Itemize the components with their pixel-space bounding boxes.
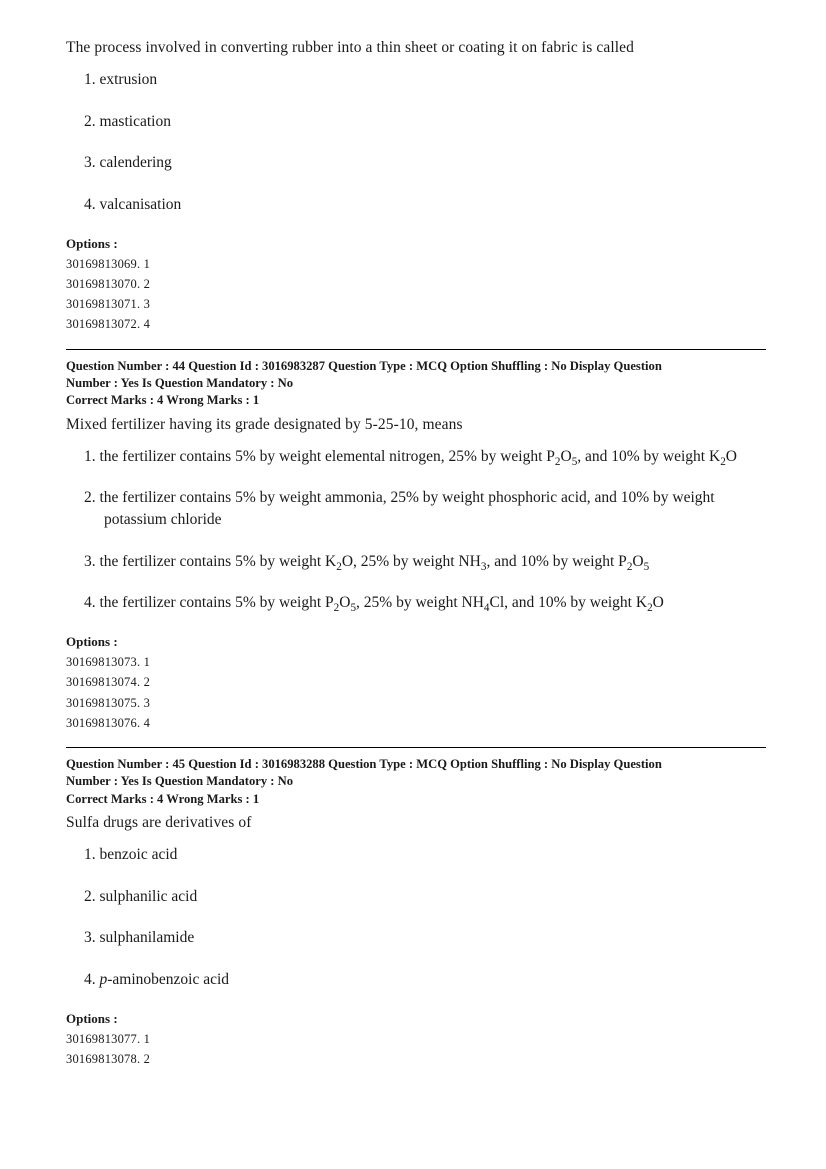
option-id: 30169813075. 3 [66, 695, 151, 710]
option-id: 30169813069. 1 [66, 256, 151, 271]
answer-choice-list [66, 844, 766, 991]
question-block [66, 756, 766, 1069]
option-id: 30169813070. 2 [66, 276, 151, 291]
answer-choice[interactable]: 4. p-aminobenzoic acid [84, 971, 230, 989]
answer-choice[interactable]: 2. sulphanilic acid [84, 887, 198, 905]
option-id: 30169813076. 4 [66, 715, 151, 730]
answer-choice[interactable]: 4. the fertilizer contains 5% by weight $P_2O_5$, 25% by weight $NH_4Cl$, and 10% by weight $K_2O$ [84, 594, 664, 615]
answer-choice[interactable]: 1. the fertilizer contains 5% by weight elemental nitrogen, 25% by weight $P_2O_5$, and 10% by weight $K_2O$ [84, 447, 737, 468]
question-stem: The process involved in converting rubber into a thin sheet or coating it on fabric is called [66, 39, 634, 56]
option-id: 30169813078. 2 [66, 1052, 151, 1067]
option-id: 30169813074. 2 [66, 675, 151, 690]
question-marks-line: Correct Marks : 4 Wrong Marks : 1 [66, 791, 260, 806]
question-meta-line: Question Number : 44 Question Id : 3016983287 Question Type : MCQ Option Shuffling : No Display Question [66, 358, 662, 373]
question-meta-line: Number : Yes Is Question Mandatory : No [66, 376, 294, 391]
answer-choice[interactable]: 2. mastication [84, 112, 171, 130]
question-block [66, 358, 766, 733]
question-marks-line: Correct Marks : 4 Wrong Marks : 1 [66, 393, 260, 408]
question-stem: Sulfa drugs are derivatives of [66, 814, 252, 832]
section-divider [66, 349, 766, 350]
answer-choice[interactable]: 3. sulphanilamide [84, 929, 195, 947]
option-id: 30169813072. 4 [66, 317, 151, 332]
answer-choice[interactable]: 3. the fertilizer contains 5% by weight $K_2O$, 25% by weight $NH_3$, and 10% by weight $P_2O_5$ [84, 552, 650, 573]
answer-choice[interactable]: 4. valcanisation [84, 195, 182, 213]
answer-choice[interactable]: 1. benzoic acid [84, 846, 178, 864]
answer-choice[interactable]: 1. extrusion [84, 70, 158, 88]
options-label: Options : [66, 634, 118, 650]
answer-choice[interactable]: 3. calendering [84, 154, 172, 172]
section-divider [66, 747, 766, 748]
answer-choice[interactable]: 2. the fertilizer contains 5% by weight ammonia, 25% by weight phosphoric acid, and 10% by weight potassium chloride [84, 489, 715, 529]
option-id: 30169813073. 1 [66, 655, 151, 670]
question-block [66, 38, 766, 335]
answer-choice-list [66, 446, 766, 614]
question-meta-line: Number : Yes Is Question Mandatory : No [66, 774, 294, 789]
answer-choice-list [66, 69, 766, 216]
options-label: Options : [66, 235, 118, 251]
option-id: 30169813071. 3 [66, 297, 151, 312]
question-stem: Mixed fertilizer having its grade designated by 5-25-10, means [66, 415, 463, 433]
option-id: 30169813077. 1 [66, 1031, 151, 1046]
question-meta-line: Question Number : 45 Question Id : 3016983288 Question Type : MCQ Option Shuffling : No Display Question [66, 757, 662, 772]
options-label: Options : [66, 1010, 118, 1026]
